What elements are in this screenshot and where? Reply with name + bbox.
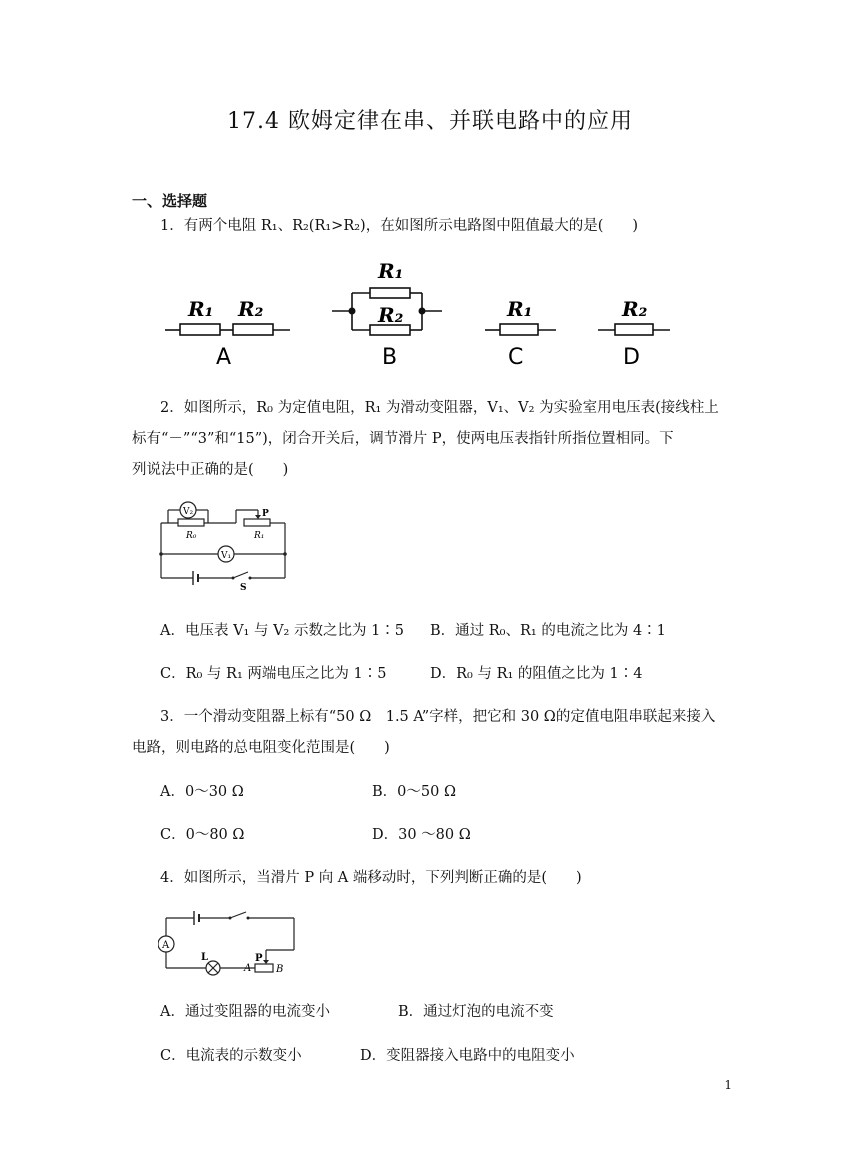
q2-p-label: P [262,509,269,519]
question-3-line-1: 3．一个滑动变阻器上标有“50 Ω 1.5 A”字样，把它和 30 Ω的定值电阻串联起来接入 [160,709,716,725]
q1-c-r1-label: R₁ [507,297,533,321]
q4-p-label: P [255,953,263,964]
question-2-line-3: 列说法中正确的是( ) [132,462,289,478]
q4-lamp-label: L [201,952,209,963]
question-2-line-1: 2．如图所示，R₀ 为定值电阻，R₁ 为滑动变阻器，V₁、V₂ 为实验室用电压表(接线柱上 [160,400,719,416]
page-number: 1 [724,1078,732,1092]
q4-a-end-label: A [244,963,252,974]
question-2-line-2: 标有“－”“3”和“15”)，闭合开关后，调节滑片 P，使两电压表指针所指位置相同。下 [132,431,674,447]
q1-figure-d [598,297,670,370]
question-3-line-2: 电路，则电路的总电阻变化范围是( ) [132,740,390,756]
q2-v1-label: V₁ [221,551,232,561]
q2-option-b: B．通过 R₀、R₁ 的电流之比为 4∶1 [430,623,666,639]
q1-a-r1-label: R₁ [188,297,214,321]
q2-r1-label: R₁ [254,531,265,541]
q2-r0-label: R₀ [186,531,197,541]
q1-b-r1-label: R₁ [378,259,404,283]
q1-figure-a [165,297,290,370]
q3-option-c: C．0～80 Ω [160,827,245,843]
q3-option-b: B．0～50 Ω [372,784,456,800]
q4-circuit-figure [158,904,303,976]
q2-s-label: S [240,583,247,593]
q4-option-a: A．通过变阻器的电流变小 [160,1004,330,1020]
q4-b-end-label: B [276,964,284,975]
q4-option-c: C．电流表的示数变小 [160,1048,302,1064]
question-1-stem: 1．有两个电阻 R₁、R₂(R₁>R₂)，在如图所示电路图中阻值最大的是( ) [160,218,639,234]
section-heading: 一、选择题 [132,192,208,210]
q2-option-a: A．电压表 V₁ 与 V₂ 示数之比为 1∶5 [160,623,405,639]
q1-label-c: C [508,345,524,370]
q2-v2-label: V₂ [183,507,194,517]
question-4-stem: 4．如图所示，当滑片 P 向 A 端移动时，下列判断正确的是( ) [160,870,582,886]
q4-option-b: B．通过灯泡的电流不变 [398,1004,554,1020]
q2-option-c: C．R₀ 与 R₁ 两端电压之比为 1∶5 [160,666,387,682]
q2-option-d: D．R₀ 与 R₁ 的阻值之比为 1∶4 [430,666,643,682]
q1-a-r2-label: R₂ [238,297,264,321]
q1-figure [160,258,680,370]
q3-option-a: A．0～30 Ω [160,784,244,800]
page-title: 17.4 欧姆定律在串、并联电路中的应用 [227,109,633,134]
q4-ammeter-label: A [162,940,170,951]
q3-option-d: D．30 ～80 Ω [372,827,471,843]
q1-b-r2-label: R₂ [378,303,404,327]
q1-figure-b [332,259,442,370]
q1-d-r2-label: R₂ [622,297,648,321]
q4-option-d: D．变阻器接入电路中的电阻变小 [360,1048,575,1064]
q1-label-b: B [382,345,398,370]
q1-label-a: A [216,345,232,370]
q1-label-d: D [623,345,640,370]
q2-circuit-figure [158,498,290,594]
q1-figure-c [485,297,556,370]
